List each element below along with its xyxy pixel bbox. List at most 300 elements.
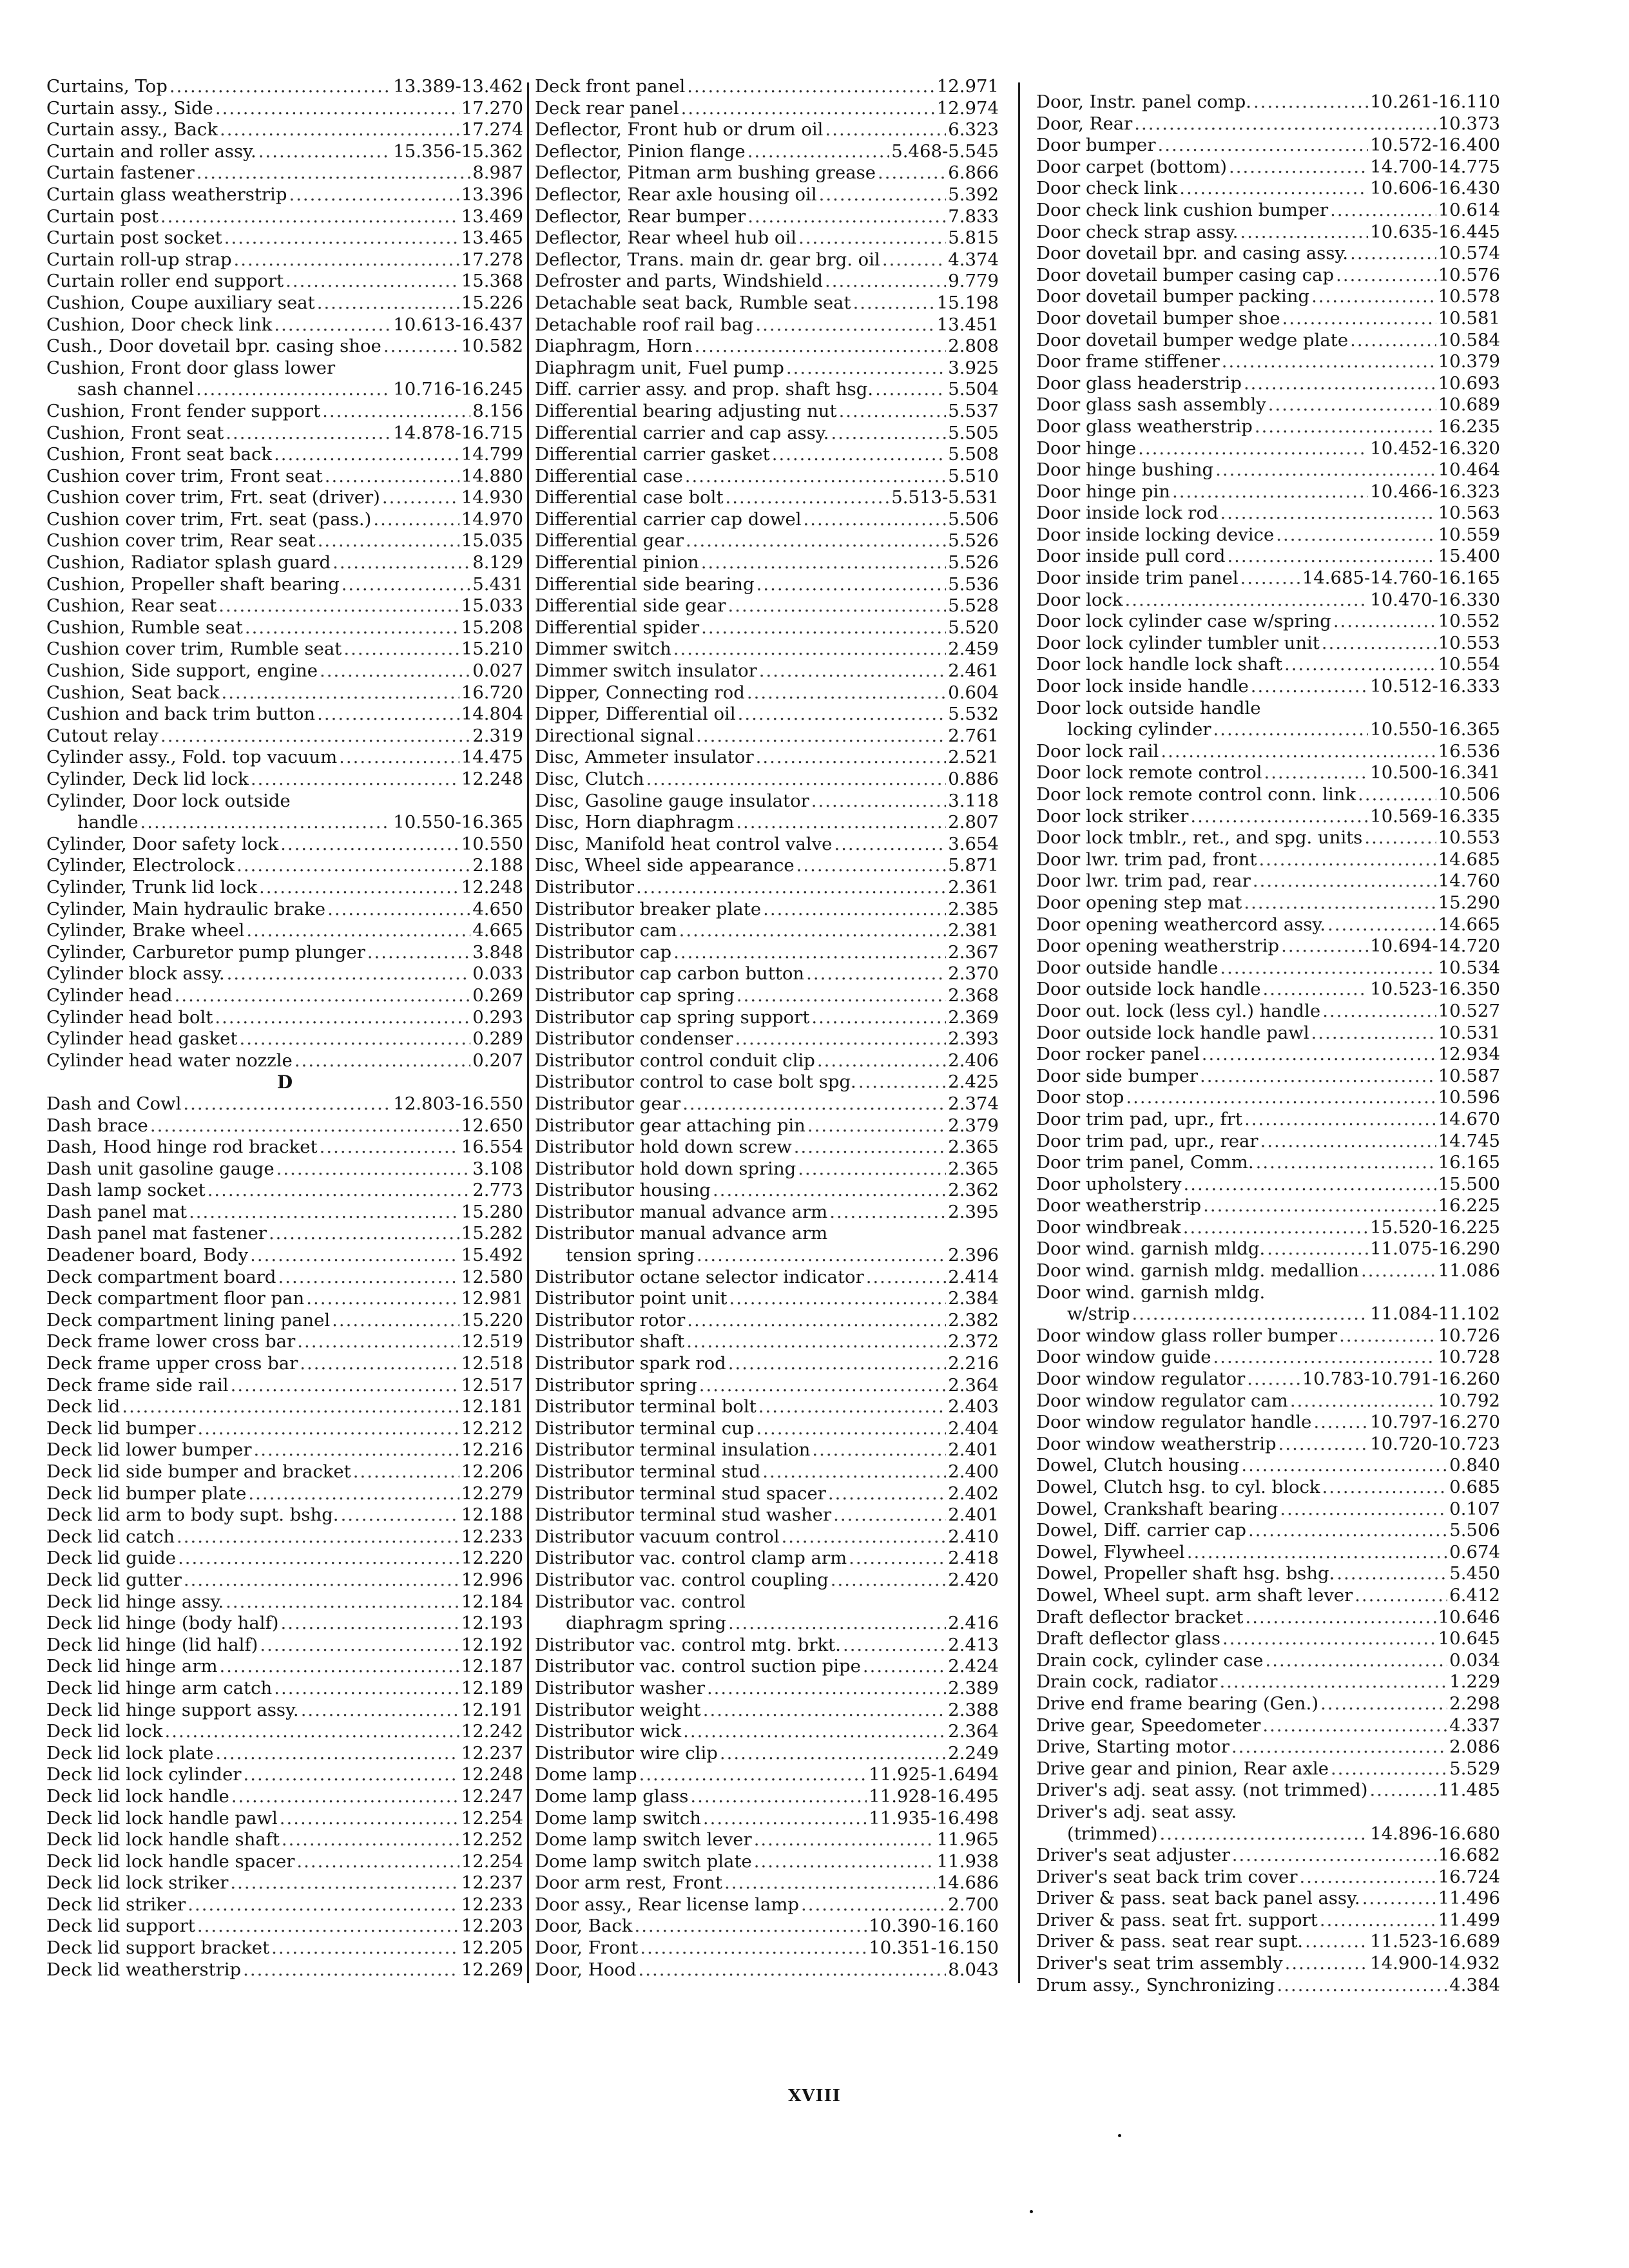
index-entry <box>1036 1780 1500 1802</box>
entry-name: Door lock handle lock shaft <box>1036 654 1283 675</box>
entry-page-ref: 11.965 <box>936 1829 999 1850</box>
index-entry <box>46 1288 523 1310</box>
dot-leader <box>318 530 459 552</box>
dot-leader <box>1264 762 1369 784</box>
entry-page-ref: 3.848 <box>472 941 523 963</box>
dot-leader <box>197 162 471 184</box>
entry-page-ref: 2.372 <box>948 1331 999 1352</box>
entry-name: Curtain and roller assy. <box>46 140 256 162</box>
entry-name: Door inside lock rod <box>1036 503 1219 524</box>
index-entry <box>46 444 523 466</box>
index-entry <box>1036 1001 1500 1023</box>
entry-name: Distributor cap <box>535 941 672 963</box>
index-entry <box>535 444 999 466</box>
index-entry <box>46 119 523 141</box>
entry-page-ref: 5.871 <box>948 855 999 876</box>
dot-leader <box>178 1548 459 1570</box>
dot-leader <box>707 1678 946 1700</box>
index-entry <box>46 1483 523 1505</box>
index-entry <box>535 617 999 639</box>
dot-leader <box>747 206 946 228</box>
dot-leader <box>878 162 946 184</box>
index-entry <box>1036 1931 1500 1953</box>
index-entry <box>535 985 999 1007</box>
entry-name: Dowel, Clutch hsg. to cyl. block <box>1036 1477 1320 1497</box>
entry-page-ref: 0.886 <box>948 769 999 789</box>
dot-leader <box>1203 1195 1436 1217</box>
dot-leader <box>280 834 459 856</box>
entry-name: Deflector, Pinion flange <box>535 140 746 162</box>
index-entry <box>1036 1412 1500 1434</box>
index-entry <box>1036 222 1500 244</box>
index-entry <box>1036 1434 1500 1456</box>
entry-name: Door hinge pin <box>1036 481 1170 502</box>
entry-page-ref: 5.506 <box>948 508 999 530</box>
dot-leader <box>831 423 946 445</box>
dot-leader <box>1333 611 1436 633</box>
entry-page-ref: 15.280 <box>461 1201 523 1222</box>
entry-name: Distributor octane selector indicator <box>535 1266 864 1287</box>
entry-name: Dome lamp <box>535 1764 637 1785</box>
index-entry <box>46 1808 523 1830</box>
dot-leader <box>636 877 946 899</box>
dot-leader <box>738 704 947 726</box>
index-entry <box>46 1570 523 1591</box>
index-entry <box>1036 330 1500 352</box>
index-entry <box>1036 676 1500 698</box>
index-entry <box>1036 1693 1500 1715</box>
dot-leader <box>300 1353 459 1375</box>
entry-name: Cylinder, Deck lid lock <box>46 769 249 789</box>
index-entry <box>535 1439 999 1461</box>
dot-leader <box>683 1721 946 1743</box>
index-entry <box>46 206 523 228</box>
index-entry <box>535 726 999 747</box>
entry-name: Diff. carrier assy. and prop. shaft hsg. <box>535 379 874 400</box>
index-entry <box>46 552 523 574</box>
entry-page-ref: 2.388 <box>948 1699 999 1720</box>
entry-name: Distributor manual advance arm <box>535 1223 828 1244</box>
entry-page-ref: 12.192 <box>461 1634 523 1655</box>
entry-name: Dimmer switch insulator <box>535 660 757 682</box>
index-entry <box>1036 481 1500 503</box>
index-entry <box>535 423 999 445</box>
index-entry <box>46 985 523 1007</box>
dot-leader <box>1190 806 1368 828</box>
entry-page-ref: 5.520 <box>948 617 999 638</box>
index-entry <box>535 1180 999 1202</box>
entry-page-ref: 10.596 <box>1438 1087 1500 1108</box>
dot-leader <box>1134 113 1436 135</box>
entry-page-ref: 5.505 <box>948 422 999 443</box>
dot-leader <box>260 1635 459 1657</box>
index-entry <box>46 704 523 726</box>
index-entry <box>535 1678 999 1700</box>
entry-name: locking cylinder <box>1067 719 1211 740</box>
entry-page-ref: 0.027 <box>472 660 523 682</box>
index-entry <box>46 336 523 358</box>
index-entry <box>46 812 523 834</box>
entry-name: Door dovetail bumper shoe <box>1036 307 1280 329</box>
entry-page-ref: 10.720-10.723 <box>1370 1433 1500 1454</box>
dot-leader <box>1157 135 1368 157</box>
entry-page-ref: 12.650 <box>461 1115 523 1136</box>
index-entry <box>1036 1607 1500 1629</box>
entry-page-ref: 2.416 <box>948 1613 999 1634</box>
index-entry <box>46 1137 523 1158</box>
index-entry <box>46 1439 523 1461</box>
entry-name: Drum assy., Synchronizing <box>1036 1974 1275 1995</box>
index-entry <box>1036 1520 1500 1542</box>
entry-page-ref: 2.425 <box>948 1072 999 1093</box>
index-entry <box>1036 1023 1500 1044</box>
index-entry <box>1036 1802 1500 1823</box>
entry-page-ref: 2.382 <box>948 1309 999 1331</box>
entry-name: Deck lid support <box>46 1916 195 1937</box>
dot-leader <box>1220 957 1436 979</box>
entry-page-ref: 10.716-16.245 <box>393 379 523 400</box>
index-entry <box>1036 1823 1500 1845</box>
entry-page-ref: 0.674 <box>1449 1541 1500 1562</box>
dot-leader <box>1161 741 1436 763</box>
entry-name: Deck lid support bracket <box>46 1937 270 1959</box>
index-entry <box>535 1483 999 1505</box>
dot-leader <box>226 423 391 445</box>
index-entry <box>1036 178 1500 200</box>
entry-name: Door lock outside handle <box>1036 697 1261 718</box>
entry-name: Dowel, Propeller shaft hsg. bshg. <box>1036 1563 1335 1584</box>
index-entry <box>535 358 999 380</box>
dot-leader <box>1278 1434 1369 1456</box>
dot-leader <box>829 1202 946 1224</box>
entry-page-ref: 10.689 <box>1438 394 1500 416</box>
dot-leader <box>258 141 392 163</box>
index-entry <box>1036 806 1500 828</box>
dot-leader <box>687 76 934 98</box>
entry-name: Door dovetail bumper wedge plate <box>1036 329 1349 351</box>
index-entry <box>1036 1477 1500 1499</box>
index-entry <box>1036 1867 1500 1888</box>
index-entry <box>46 1851 523 1873</box>
dot-leader <box>222 682 459 704</box>
entry-name: Distributor vac. control suction pipe <box>535 1656 861 1677</box>
index-entry <box>1036 1217 1500 1239</box>
entry-name: Differential side bearing <box>535 573 755 595</box>
dot-leader <box>1305 1931 1368 1953</box>
index-entry <box>535 1548 999 1570</box>
entry-page-ref: 14.900-14.932 <box>1370 1953 1500 1974</box>
entry-name: w/strip <box>1067 1303 1130 1325</box>
entry-name: Drive gear, Speedometer <box>1036 1715 1261 1736</box>
entry-name: Deck lid hinge arm catch <box>46 1677 273 1698</box>
dot-leader <box>1350 243 1436 265</box>
dot-leader <box>673 942 946 964</box>
index-entry <box>535 1656 999 1678</box>
dot-leader <box>215 1007 470 1029</box>
entry-name: Deck lid lock handle pawl <box>46 1807 278 1829</box>
dot-leader <box>236 855 470 877</box>
entry-page-ref: 10.512-16.333 <box>1370 676 1500 697</box>
dot-leader <box>164 1721 459 1743</box>
index-entry <box>535 1959 999 1981</box>
entry-name: Deck lid gutter <box>46 1569 182 1590</box>
entry-name: Dash brace <box>46 1115 148 1136</box>
entry-name: Deck compartment board <box>46 1266 276 1287</box>
entry-name: Door hinge bushing <box>1036 459 1214 481</box>
dot-leader <box>215 98 459 120</box>
index-entry <box>1036 394 1500 416</box>
entry-name: Deck lid lock handle spacer <box>46 1850 295 1872</box>
entry-name: Dash, Hood hinge rod bracket <box>46 1137 318 1158</box>
entry-name: Distributor shaft <box>535 1331 685 1352</box>
entry-name: Cushion, Rear seat <box>46 595 217 617</box>
entry-name: Door window regulator <box>1036 1369 1246 1390</box>
entry-page-ref: 3.108 <box>472 1158 523 1179</box>
entry-name: tension spring <box>566 1245 695 1266</box>
index-entry <box>535 639 999 660</box>
entry-page-ref: 4.337 <box>1449 1715 1500 1736</box>
entry-page-ref: 10.550-16.365 <box>393 812 523 833</box>
entry-page-ref: 12.254 <box>461 1807 523 1829</box>
index-entry <box>535 812 999 834</box>
index-entry <box>535 119 999 141</box>
entry-name: Door outside lock handle <box>1036 979 1261 1000</box>
entry-name: Dash unit gasoline gauge <box>46 1158 275 1179</box>
entry-name: Door trim panel, Comm. <box>1036 1152 1254 1173</box>
index-entry <box>535 1829 999 1851</box>
dot-leader <box>231 1786 459 1808</box>
entry-page-ref: 2.406 <box>948 1050 999 1071</box>
entry-page-ref: 2.808 <box>948 336 999 357</box>
entry-name: Draft deflector glass <box>1036 1628 1220 1649</box>
entry-page-ref: 7.833 <box>948 206 999 227</box>
index-entry <box>1036 741 1500 763</box>
dot-leader <box>250 1245 459 1267</box>
index-entry <box>46 1202 523 1224</box>
index-entry <box>1036 1671 1500 1693</box>
entry-name: Door window weatherstrip <box>1036 1433 1277 1454</box>
entry-name: Door glass headerstrip <box>1036 372 1242 394</box>
dot-leader <box>280 1613 459 1635</box>
entry-name: Driver's seat trim assembly <box>1036 1953 1283 1974</box>
paper-speck <box>1118 2134 1121 2137</box>
index-entry <box>1036 1845 1500 1867</box>
entry-page-ref: 12.242 <box>461 1721 523 1742</box>
dot-leader <box>1281 936 1368 957</box>
entry-name: Differential case bolt <box>535 487 724 508</box>
entry-page-ref: 12.191 <box>461 1699 523 1720</box>
index-entry <box>46 401 523 423</box>
entry-page-ref: 5.504 <box>948 379 999 400</box>
entry-page-ref: 5.450 <box>1449 1563 1500 1584</box>
entry-name: Defroster and parts, Windshield <box>535 271 823 292</box>
entry-page-ref: 10.693 <box>1438 372 1500 394</box>
index-entry <box>1036 1044 1500 1066</box>
entry-page-ref: 14.665 <box>1438 914 1500 935</box>
index-entry <box>1036 524 1500 546</box>
index-entry <box>46 1461 523 1483</box>
dot-leader <box>1299 1867 1436 1888</box>
index-entry <box>46 1310 523 1332</box>
dot-leader <box>782 1526 947 1548</box>
index-entry <box>1036 113 1500 135</box>
entry-name: Cylinder head <box>46 985 173 1006</box>
index-entry <box>46 747 523 769</box>
entry-name: Distributor cap spring <box>535 985 735 1006</box>
dot-leader <box>801 1894 946 1916</box>
index-entry <box>535 1202 999 1224</box>
index-entry <box>535 162 999 184</box>
index-entry <box>535 530 999 552</box>
index-entry <box>1036 1347 1500 1369</box>
dot-leader <box>833 1504 946 1526</box>
dot-leader <box>755 314 934 336</box>
index-entry <box>535 942 999 964</box>
index-entry <box>1036 870 1500 892</box>
dot-leader <box>1222 1628 1436 1650</box>
entry-page-ref: 15.035 <box>461 530 523 552</box>
index-entry <box>46 963 523 985</box>
entry-page-ref: 8.129 <box>472 552 523 573</box>
index-entry <box>46 1548 523 1570</box>
dot-leader <box>736 812 946 834</box>
entry-page-ref: 12.254 <box>461 1850 523 1872</box>
entry-page-ref: 11.485 <box>1438 1780 1500 1801</box>
entry-name: Door carpet (bottom) <box>1036 156 1228 177</box>
column-divider-2 <box>1018 82 1020 1983</box>
index-entry <box>535 1570 999 1591</box>
index-entry <box>46 487 523 509</box>
dot-leader <box>1222 351 1436 373</box>
dot-leader <box>834 834 946 856</box>
dot-leader <box>169 76 391 98</box>
entry-name: Cylinder, Electrolock <box>46 855 235 876</box>
entry-name: Curtain assy., Side <box>46 97 213 119</box>
dot-leader <box>183 1093 391 1115</box>
entry-name: Door out. lock (less cyl.) handle <box>1036 1000 1321 1021</box>
dot-leader <box>634 1916 867 1937</box>
index-entry <box>46 1223 523 1245</box>
index-entry <box>46 423 523 445</box>
entry-name: Dimmer switch <box>535 639 671 660</box>
entry-page-ref: 0.840 <box>1449 1455 1500 1476</box>
dot-leader <box>383 336 459 358</box>
entry-page-ref: 10.694-14.720 <box>1370 936 1500 957</box>
dot-leader <box>197 1916 459 1937</box>
index-entry <box>46 1743 523 1765</box>
entry-name: Distributor cam <box>535 920 677 941</box>
dot-leader <box>325 466 459 488</box>
entry-name: Cylinder head water nozzle <box>46 1050 293 1071</box>
index-entry <box>46 1656 523 1678</box>
entry-page-ref: 12.188 <box>461 1504 523 1526</box>
entry-page-ref: 4.374 <box>948 249 999 270</box>
dot-leader <box>1138 438 1368 460</box>
entry-name: Door, Instr. panel comp. <box>1036 91 1252 112</box>
entry-page-ref: 10.554 <box>1438 654 1500 675</box>
entry-page-ref: 12.205 <box>461 1937 523 1959</box>
index-entry <box>1036 568 1500 590</box>
index-entry <box>1036 1303 1500 1325</box>
dot-leader <box>282 1829 459 1851</box>
entry-page-ref: 2.402 <box>948 1483 999 1504</box>
index-entry <box>46 1115 523 1137</box>
dot-leader <box>251 769 459 791</box>
dot-leader <box>320 1137 459 1158</box>
index-entry <box>46 769 523 791</box>
dot-leader <box>646 769 947 791</box>
dot-leader <box>1220 503 1436 524</box>
dot-leader <box>332 1310 459 1332</box>
dot-leader <box>1290 1390 1436 1412</box>
index-entry <box>1036 1910 1500 1932</box>
dot-leader <box>296 1851 459 1873</box>
index-entry <box>535 227 999 249</box>
entry-page-ref: 2.424 <box>948 1656 999 1677</box>
entry-page-ref: 11.084-11.102 <box>1370 1303 1500 1325</box>
entry-page-ref: 13.469 <box>461 206 523 227</box>
entry-name: Cushion, Door check link <box>46 314 273 335</box>
entry-page-ref: 13.451 <box>936 314 999 335</box>
entry-name: Cushion, Radiator splash guard <box>46 552 331 573</box>
index-entry <box>1036 1542 1500 1564</box>
index-entry <box>46 379 523 401</box>
index-entry <box>535 1894 999 1916</box>
entry-page-ref: 9.779 <box>948 271 999 292</box>
dot-leader <box>280 1808 459 1830</box>
dot-leader <box>756 747 947 769</box>
entry-name: Directional signal <box>535 725 695 746</box>
index-entry <box>46 574 523 596</box>
entry-page-ref: 12.248 <box>461 876 523 898</box>
index-entry <box>535 1267 999 1289</box>
dot-leader <box>703 1700 947 1722</box>
entry-page-ref: 2.369 <box>948 1006 999 1028</box>
entry-page-ref: 12.233 <box>461 1894 523 1915</box>
entry-page-ref: 0.034 <box>1449 1649 1500 1671</box>
entry-name: Deck lid hinge assy. <box>46 1591 224 1612</box>
index-entry <box>1036 633 1500 655</box>
index-entry <box>46 660 523 682</box>
entry-page-ref: 5.392 <box>948 184 999 205</box>
entry-name: Deck lid lock striker <box>46 1872 229 1894</box>
dot-leader <box>796 855 947 877</box>
index-entry <box>535 1137 999 1158</box>
entry-name: Dome lamp glass <box>535 1785 689 1807</box>
index-entry <box>535 509 999 531</box>
entry-page-ref: 5.529 <box>1449 1758 1500 1779</box>
entry-name: Door glass weatherstrip <box>1036 416 1253 437</box>
index-entry <box>1036 91 1500 113</box>
index-entry <box>1036 719 1500 741</box>
entry-page-ref: 0.207 <box>472 1050 523 1071</box>
dot-leader <box>278 1267 459 1289</box>
dot-leader <box>811 1007 946 1029</box>
entry-name: Disc, Manifold heat control valve <box>535 833 833 854</box>
dot-leader <box>1251 676 1369 698</box>
dot-leader <box>215 1743 459 1765</box>
index-entry <box>46 1613 523 1635</box>
dot-leader <box>1354 1585 1447 1607</box>
dot-leader <box>245 617 459 639</box>
index-entry <box>1036 1390 1500 1412</box>
index-entry <box>46 1396 523 1418</box>
entry-page-ref: 4.650 <box>472 898 523 919</box>
entry-page-ref: 14.896-16.680 <box>1370 1823 1500 1844</box>
entry-page-ref: 6.323 <box>948 119 999 140</box>
dot-leader <box>685 466 947 488</box>
entry-name: Deck lid side bumper and bracket <box>46 1461 351 1482</box>
